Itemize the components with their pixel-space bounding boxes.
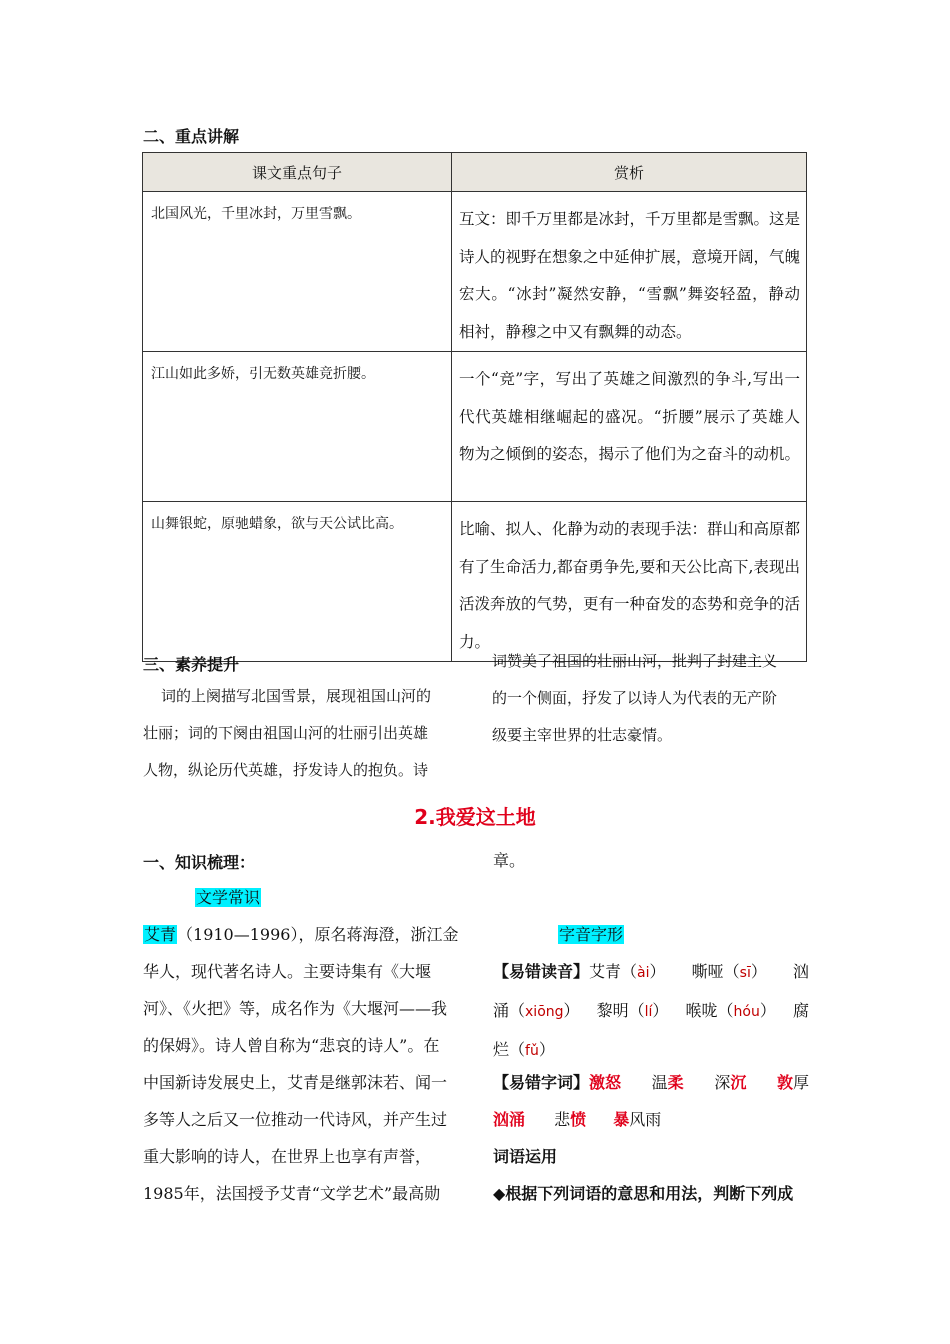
usage-instruction: ◆根据下列词语的意思和用法，判断下列成: [493, 1184, 794, 1203]
author-intro: 艾青（1910—1996），原名蒋海澄，浙江金 华人，现代著名诗人。主要诗集有《大堰 河》、《火把》等，成名作为《大堰河——我 的保姆》。诗人曾自称为“悲哀的诗人”。在 中国新诗发展史上，艾青是继郭沫若、闻一 多等人之后又一位推动一代诗风，并产生过 重大影响的诗人，在世界上也享有声誉， 1985年，法国授予艾青“文学艺术”最高勋: [143, 925, 459, 1203]
section-heading-literacy: 三、素养提升: [143, 655, 240, 674]
literacy-left-text: 词的上阕描写北国雪景，展现祖国山河的 壮丽；词的下阕由祖国山河的壮丽引出英雄 人物，纵论历代英雄，抒发诗人的抱负。诗: [143, 687, 432, 779]
table-row: [143, 502, 807, 662]
table-row: [143, 192, 807, 352]
table-header-sentence: 课文重点句子: [143, 153, 452, 192]
analysis-cell: 一个“竞”字，写出了英雄之间激烈的争斗,写出一代代英雄相继崛起的盛况。“折腰”展示了英雄人物为之倾倒的姿态，揭示了他们为之奋斗的动机。: [452, 352, 807, 502]
literary-knowledge-label: 文学常识: [196, 888, 261, 907]
author-name: 艾青: [144, 925, 177, 944]
usage-heading: 词语运用: [493, 1147, 558, 1166]
continued-text: 章。: [493, 851, 526, 870]
literacy-right-text: 词赞美了祖国的壮丽山河，批判了封建主义 的一个侧面，抒发了以诗人为代表的无产阶 级要主宰世界的壮志豪情。: [492, 652, 778, 744]
analysis-cell: 比喻、拟人、化静为动的表现手法：群山和高原都有了生命活力,都奋勇争先,要和天公比高下,表现出活泼奔放的气势，更有一种奋发的态势和竞争的活力。: [452, 502, 807, 662]
table-header-analysis: 赏析: [452, 153, 807, 192]
section-heading-key-points: 二、重点讲解: [143, 127, 240, 146]
key-sentences-table: [142, 152, 807, 662]
table-row: [143, 352, 807, 502]
sentence-cell: 山舞银蛇，原驰蜡象，欲与天公试比高。: [143, 502, 452, 662]
pronunciation-block: 【易错读音】艾青（ài） 嘶哑（sī） 汹 涌（xiōng） 黎明（lí） 喉咙（hóu） 腐 烂（fǔ）: [493, 962, 809, 1059]
pronunciation-label: 字音字形: [559, 925, 624, 944]
knowledge-heading: 一、知识梳理：: [143, 853, 256, 872]
sentence-cell: 江山如此多娇，引无数英雄竞折腰。: [143, 352, 452, 502]
lesson-title: 2.我爱这土地: [414, 805, 536, 829]
analysis-cell: 互文：即千万里都是冰封，千万里都是雪飘。这是诗人的视野在想象之中延伸扩展，意境开阔，气魄宏大。“冰封”凝然安静，“雪飘”舞姿轻盈，静动相衬，静穆之中又有飘舞的动态。: [452, 192, 807, 352]
error-chars-block: 【易错字词】激怒 温柔 深沉 敦厚 汹涌 悲愤 暴风雨 词语运用 ◆根据下列词语的意思和用法，判断下列成: [493, 1073, 809, 1203]
sentence-cell: 北国风光，千里冰封，万里雪飘。: [143, 192, 452, 352]
